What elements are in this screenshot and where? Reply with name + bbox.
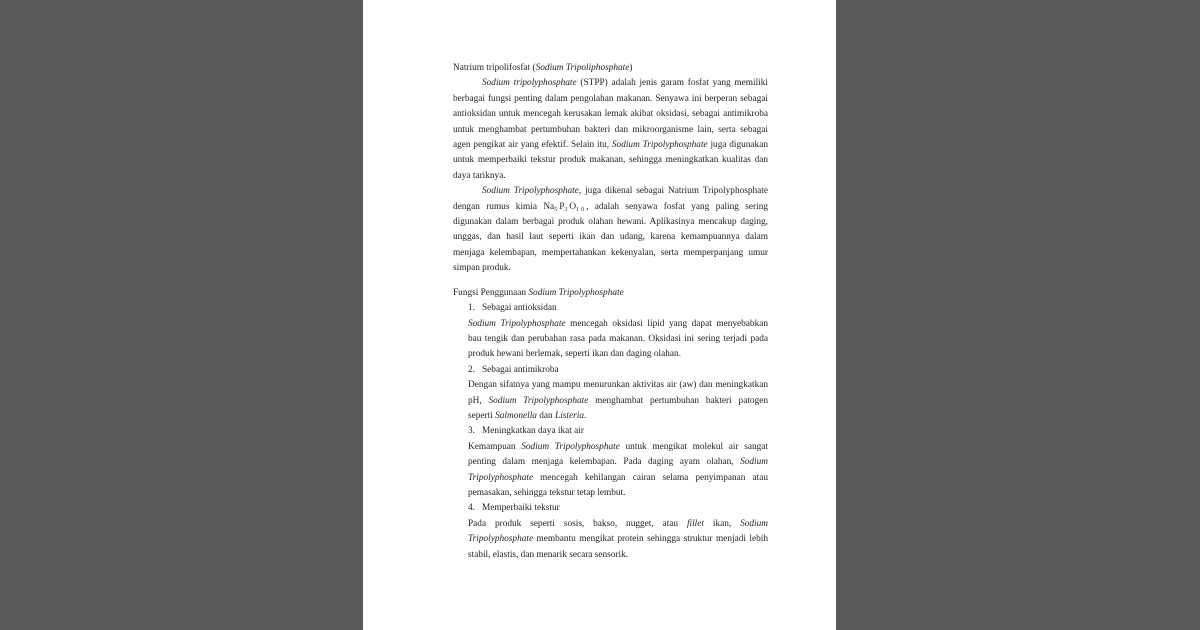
list-item-title: 2. Sebagai antimikroba	[468, 364, 559, 375]
section-heading-stpp: Natrium tripolifosfat (Sodium Tripoliphosphate)	[453, 63, 633, 73]
list-item-title: 3. Meningkatkan daya ikat air	[468, 426, 584, 437]
list-item-title: 4. Memperbaiki tekstur	[468, 503, 560, 514]
list-item-body: Kemampuan Sodium Tripolyphosphate untuk mengikat molekul air sangat penting dalam menjaga kelembapan. Pada daging ayam olahan, Sodium Tripolyphosphate mencegah kehilangan cairan selama penyimpanan atau pemasakan, sehingga tekstur tetap lembut.	[468, 441, 769, 498]
document-page	[363, 0, 836, 630]
formula-paragraph: Sodium Tripolyphosphate, juga dikenal sebagai Natrium Tripolyphosphate dengan rumus kimia $Na_5P_3O_{10}$, adalah senyawa fosfat yang paling sering digunakan dalam berbagai produk olahan hewani. Aplikasinya mencakup daging, unggas, dan hasil laut seperti ikan dan udang, karena kemampuannya dalam menjaga kelembapan, mempertahankan kekenyalan, serta memperpanjang umur simpan produk.	[453, 186, 769, 274]
list-item-body: Pada produk seperti sosis, bakso, nugget, atau fillet ikan, Sodium Tripolyphosphate membantu mengikat protein sehingga struktur menjadi lebih stabil, elastis, dan menarik secara sensorik.	[468, 518, 768, 560]
document-body	[453, 61, 768, 563]
list-item-title: 1. Sebagai antioksidan	[468, 303, 557, 314]
section-heading-functions: Fungsi Penggunaan Sodium Tripolyphosphate	[453, 287, 624, 298]
intro-paragraph: Sodium tripolyphosphate (STPP) adalah jenis garam fosfat yang memiliki berbagai fungsi penting dalam pengolahan makanan. Senyawa ini berperan sebagai antioksidan untuk mencegah kerusakan lemak akibat oksidasi, sebagai antimikroba untuk menghambat pertumbuhan bakteri dan mikroorganisme lain, serta sebagai agen pengikat air yang efektif. Selain itu, Sodium Tripolyphosphate juga digunakan untuk memperbaiki tekstur produk makanan, sehingga meningkatkan kualitas dan daya tariknya.	[453, 78, 768, 181]
list-item-body: Sodium Tripolyphosphate mencegah oksidasi lipid yang dapat menyebabkan bau tengik dan perubahan rasa pada makanan. Oksidasi ini sering terjadi pada produk hewani berlemak, seperti ikan dan daging olahan.	[468, 318, 768, 360]
list-item-body: Dengan sifatnya yang mampu menurunkan aktivitas air (aw) dan meningkatkan pH, Sodium Tripolyphosphate menghambat pertumbuhan bakteri patogen seperti Salmonella dan Listeria.	[468, 380, 768, 421]
